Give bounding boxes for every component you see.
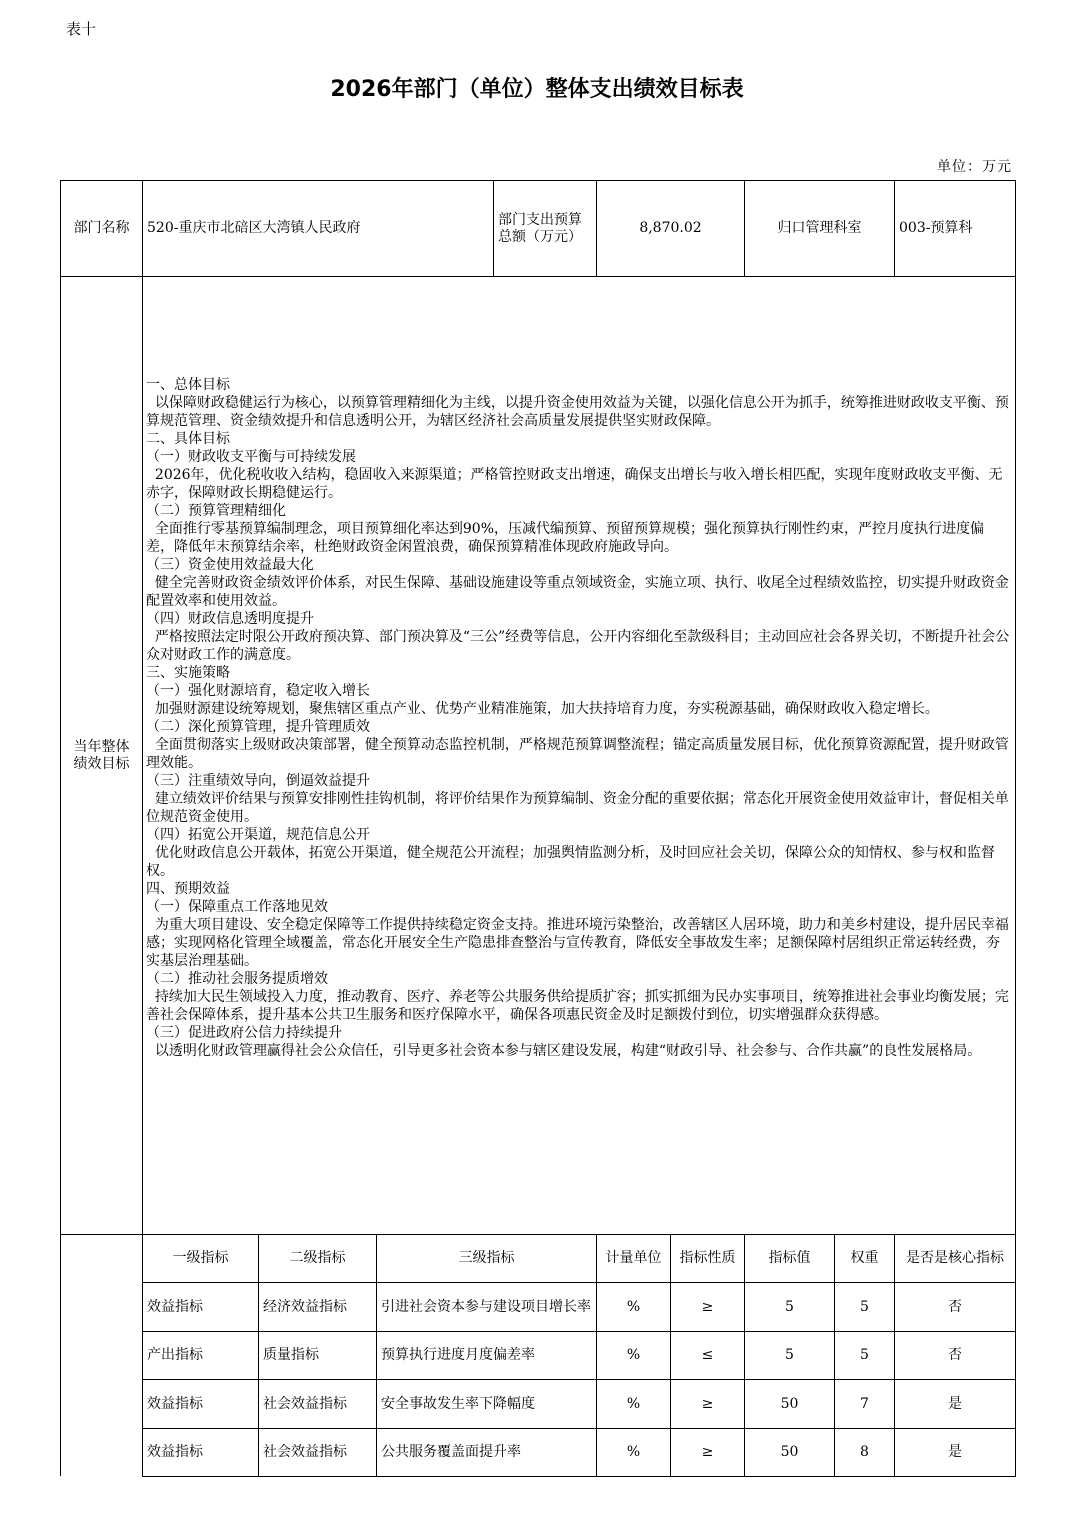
goal-paragraph: （三）注重绩效导向，倒逼效益提升 <box>146 773 370 789</box>
indicator-header-cell: 指标值 <box>768 1250 811 1266</box>
indicator-header-cell: 计量单位 <box>605 1250 662 1266</box>
indicator-cell: 否 <box>948 1298 962 1315</box>
dept-name-value: 520-重庆市北碚区大湾镇人民政府 <box>147 220 361 236</box>
header-bottom-border <box>60 276 1016 277</box>
indicator-header-cell: 是否是核心指标 <box>906 1250 1004 1266</box>
indicator-cell: 5 <box>860 1347 869 1363</box>
goal-text <box>146 376 1010 1060</box>
indicator-header-cell: 三级指标 <box>458 1250 515 1266</box>
indicator-cell: 公共服务覆盖面提升率 <box>381 1444 521 1460</box>
goal-paragraph: 严格按照法定时限公开政府预决算、部门预决算及“三公”经费等信息，公开内容细化至款级科目；主动回应社会各界关切，不断提升社会公众对财政工作的满意度。 <box>146 629 1010 663</box>
indicator-cell: 否 <box>948 1347 962 1363</box>
indicator-cell: ≤ <box>701 1347 714 1363</box>
indicator-cell: 8 <box>860 1444 869 1460</box>
unit-label: 单位：万元 <box>937 159 1012 175</box>
page-title: 2026年部门（单位）整体支出绩效目标表 <box>330 77 744 102</box>
indicator-cell: 5 <box>785 1298 794 1315</box>
indicator-cell: 引进社会资本参与建设项目增长率 <box>381 1298 591 1315</box>
goal-paragraph: 二、具体目标 <box>146 431 230 447</box>
indicator-cell: 5 <box>785 1347 794 1363</box>
indicator-column-border <box>1015 1234 1016 1476</box>
indicator-cell: 社会效益指标 <box>263 1395 347 1412</box>
mgmt-value: 003-预算科 <box>899 220 973 236</box>
goal-paragraph: 三、实施策略 <box>146 665 230 681</box>
indicator-header-cell: 二级指标 <box>289 1250 346 1266</box>
mgmt-label: 归口管理科室 <box>777 220 862 236</box>
goal-paragraph: （四）财政信息透明度提升 <box>146 611 314 627</box>
indicator-cell: 效益指标 <box>147 1298 203 1315</box>
goal-paragraph: 全面推行零基预算编制理念，项目预算细化率达到90%，压减代编预算、预留预算规模；强化预算执行刚性约束，严控月度执行进度偏差，降低年末预算结余率，杜绝财政资金闲置浪费，确保预算精准体现政府施政导向。 <box>146 521 985 555</box>
indicator-cell: 预算执行进度月度偏差率 <box>381 1347 535 1363</box>
indicator-cell: % <box>626 1444 641 1460</box>
indicator-cell: 50 <box>780 1395 799 1412</box>
goal-paragraph: 一、总体目标 <box>146 377 230 393</box>
goal-paragraph: 持续加大民生领域投入力度，推动教育、医疗、养老等公共服务供给提质扩容；抓实抓细为民办实事项目，统筹推进社会事业均衡发展；完善社会保障体系，提升基本公共卫生服务和医疗保障水平，确保各项惠民资金及时足额拨付到位，切实增强群众获得感。 <box>146 989 1009 1023</box>
goal-section-label: 当年整体绩效目标 <box>73 738 130 772</box>
budget-label: 部门支出预算总额（万元） <box>498 211 582 245</box>
indicator-cell: 社会效益指标 <box>263 1444 347 1460</box>
indicator-row-border <box>142 1476 1016 1477</box>
goal-paragraph: 以保障财政稳健运行为核心，以预算管理精细化为主线，以提升资金使用效益为关键，以强化信息公开为抓手，统筹推进财政收支平衡、预算规范管理、资金绩效提升和信息透明公开，为辖区经济社会高质量发展提供坚实财政保障。 <box>146 395 1009 429</box>
indicator-cell: 经济效益指标 <box>263 1298 347 1315</box>
indicator-cell: 是 <box>948 1444 962 1460</box>
goal-paragraph: 以透明化财政管理赢得社会公众信任，引导更多社会资本参与辖区建设发展，构建“财政引导、社会参与、合作共赢”的良性发展格局。 <box>146 1043 982 1059</box>
indicator-cell: 效益指标 <box>147 1395 203 1412</box>
goal-paragraph: （三）资金使用效益最大化 <box>146 557 314 573</box>
goal-paragraph: （二）预算管理精细化 <box>146 503 286 519</box>
goal-paragraph: 全面贯彻落实上级财政决策部署，健全预算动态监控机制，严格规范预算调整流程；锚定高质量发展目标，优化预算资源配置，提升财政管理效能。 <box>146 737 1009 771</box>
goal-paragraph: 四、预期效益 <box>146 881 230 897</box>
dept-name-label: 部门名称 <box>73 220 130 236</box>
indicator-header-cell: 指标性质 <box>679 1250 736 1266</box>
indicator-cell: 50 <box>780 1444 799 1460</box>
goal-paragraph: （三）促进政府公信力持续提升 <box>146 1025 342 1041</box>
indicator-cell: 质量指标 <box>263 1347 319 1363</box>
goal-paragraph: （二）推动社会服务提质增效 <box>146 971 328 987</box>
indicator-cell: % <box>626 1347 641 1363</box>
goal-paragraph: （四）拓宽公开渠道，规范信息公开 <box>146 827 370 843</box>
goal-paragraph: 优化财政信息公开载体，拓宽公开渠道，健全规范公开流程；加强舆情监测分析，及时回应社会关切，保障公众的知情权、参与权和监督权。 <box>146 845 995 879</box>
indicator-cell: % <box>626 1395 641 1412</box>
indicator-cell: 7 <box>860 1395 869 1412</box>
page-tag: 表十 <box>66 20 97 38</box>
goal-paragraph: 健全完善财政资金绩效评价体系，对民生保障、基础设施建设等重点领域资金，实施立项、执行、收尾全过程绩效监控，切实提升财政资金配置效率和使用效益。 <box>146 575 1009 609</box>
indicator-cell: 5 <box>860 1298 869 1315</box>
indicator-cell: ≥ <box>701 1444 714 1460</box>
indicator-cell: ≥ <box>701 1298 714 1315</box>
indicator-cell: ≥ <box>701 1395 714 1412</box>
goal-paragraph: （一）强化财源培育，稳定收入增长 <box>146 683 370 699</box>
goal-paragraph: 建立绩效评价结果与预算安排刚性挂钩机制，将评价结果作为预算编制、资金分配的重要依据；常态化开展资金使用效益审计，督促相关单位规范资金使用。 <box>146 791 1009 825</box>
goal-paragraph: （一）保障重点工作落地见效 <box>146 899 328 915</box>
budget-value: 8,870.02 <box>639 220 702 236</box>
goal-paragraph: （一）财政收支平衡与可持续发展 <box>146 449 356 465</box>
indicator-cell: % <box>626 1298 641 1315</box>
goal-paragraph: 为重大项目建设、安全稳定保障等工作提供持续稳定资金支持。推进环境污染整治，改善辖区人居环境，助力和美乡村建设，提升居民幸福感；实现网格化管理全域覆盖，常态化开展安全生产隐患排查整治与宣传教育，降低安全事故发生率；足额保障村居组织正常运转经费，夯实基层治理基础。 <box>146 917 1009 969</box>
indicator-header-cell: 一级指标 <box>172 1250 229 1266</box>
goal-paragraph: 加强财源建设统筹规划，聚焦辖区重点产业、优势产业精准施策，加大扶持培育力度，夯实税源基础，确保财政收入稳定增长。 <box>146 701 939 717</box>
goal-paragraph: （二）深化预算管理，提升管理质效 <box>146 719 370 735</box>
indicator-header-cell: 权重 <box>850 1250 879 1266</box>
indicator-cell: 效益指标 <box>147 1444 203 1460</box>
goal-paragraph: 2026年，优化税收收入结构，稳固收入来源渠道；严格管控财政支出增速，确保支出增长与收入增长相匹配，实现年度财政收支平衡、无赤字，保障财政长期稳健运行。 <box>146 467 1003 501</box>
indicator-cell: 安全事故发生率下降幅度 <box>381 1395 535 1412</box>
indicator-cell: 产出指标 <box>147 1347 203 1363</box>
indicator-cell: 是 <box>948 1395 962 1412</box>
